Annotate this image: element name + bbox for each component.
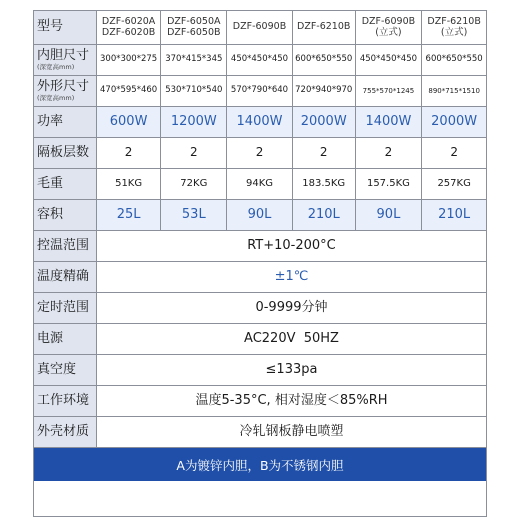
power-label: 功率 [34,107,97,137]
volume-cell: 25L [97,200,162,230]
shelves-cell: 2 [97,138,162,168]
volume-cell: 210L [438,206,471,222]
power-cell: 2000W [431,113,478,129]
temp-accuracy-value: ±1℃ [274,268,309,284]
model-cell: DZF-6090B [227,11,293,44]
volume-cell: 90L [227,200,293,230]
weight-cell: 72KG [161,169,227,199]
inner-size-cell: 450*450*450 [356,45,423,75]
vacuum-value: ≤133pa [265,361,318,377]
power-row [34,107,486,138]
shelves-cell: 2 [161,138,227,168]
outer-size-cell: 755*570*1245 [356,76,423,106]
model-cell: DZF-6210B [293,11,356,44]
shelves-label: 隔板层数 [34,138,97,168]
timer-value: 0-9999分钟 [255,299,328,315]
shell-material-value: 冷轧钢板静电喷塑 [239,423,344,439]
shell-material-row [34,417,486,448]
shelves-cell: 2 [227,138,293,168]
temp-accuracy-row [34,262,486,293]
model-label: 型号 [34,11,97,44]
model-cell: DZF-6050A DZF-6050B [161,11,227,44]
shelves-cell: 2 [293,138,356,168]
vacuum-label: 真空度 [34,355,97,385]
inner-size-cell: 600*650*550 [425,54,483,65]
spec-table [33,10,487,517]
temp-range-label: 控温范围 [34,231,97,261]
environment-label: 工作环境 [34,386,97,416]
outer-size-cell: 720*940*970 [293,76,356,106]
outer-size-label: 外形尺寸 (深宽高mm) [34,76,97,106]
inner-size-cell: 600*650*550 [293,45,356,75]
inner-size-cell: 300*300*275 [97,45,162,75]
inner-size-cell: 370*415*345 [161,45,227,75]
weight-cell: 51KG [97,169,162,199]
weight-label: 毛重 [34,169,97,199]
power-cell: 600W [97,107,162,137]
weight-cell: 94KG [227,169,293,199]
model-cell: DZF-6020A DZF-6020B [97,11,162,44]
power-cell: 2000W [293,107,356,137]
power-cell: 1400W [356,107,423,137]
temp-range-value: RT+10-200°C [247,237,336,253]
outer-size-cell: 470*595*460 [97,76,162,106]
vacuum-row [34,355,486,386]
shell-material-label: 外壳材质 [34,417,97,447]
power-cell: 1200W [161,107,227,137]
environment-value: 温度5-35°C, 相对湿度＜85%RH [195,392,388,408]
power-cell: 1400W [227,107,293,137]
timer-row [34,293,486,324]
footnote-banner [34,448,486,481]
inner-size-row [34,45,486,76]
volume-label: 容积 [34,200,97,230]
weight-cell: 157.5KG [356,169,423,199]
volume-row [34,200,486,231]
outer-size-row [34,76,486,107]
volume-cell: 210L [293,200,356,230]
power-supply-row [34,324,486,355]
power-supply-value: AC220V 50HZ [244,330,339,346]
shelves-row [34,138,486,169]
outer-size-cell: 530*710*540 [161,76,227,106]
shelves-cell: 2 [450,145,458,160]
weight-row [34,169,486,200]
inner-size-cell: 450*450*450 [227,45,293,75]
footnote-text: A为镀锌内胆，B为不锈钢内胆 [176,457,344,473]
inner-size-label: 内胆尺寸 (深宽高mm) [34,45,97,75]
environment-row [34,386,486,417]
timer-label: 定时范围 [34,293,97,323]
temp-range-row [34,231,486,262]
temp-accuracy-label: 温度精确 [34,262,97,292]
volume-cell: 90L [356,200,423,230]
model-cell: DZF-6090B (立式) [356,11,423,44]
shelves-cell: 2 [356,138,423,168]
outer-size-cell: 570*790*640 [227,76,293,106]
model-row [34,11,486,45]
weight-cell: 183.5KG [293,169,356,199]
volume-cell: 53L [161,200,227,230]
model-cell: DZF-6210B (立式) [427,15,481,38]
power-supply-label: 电源 [34,324,97,354]
outer-size-cell: 890*715*1510 [428,86,480,95]
weight-cell: 257KG [437,178,471,190]
